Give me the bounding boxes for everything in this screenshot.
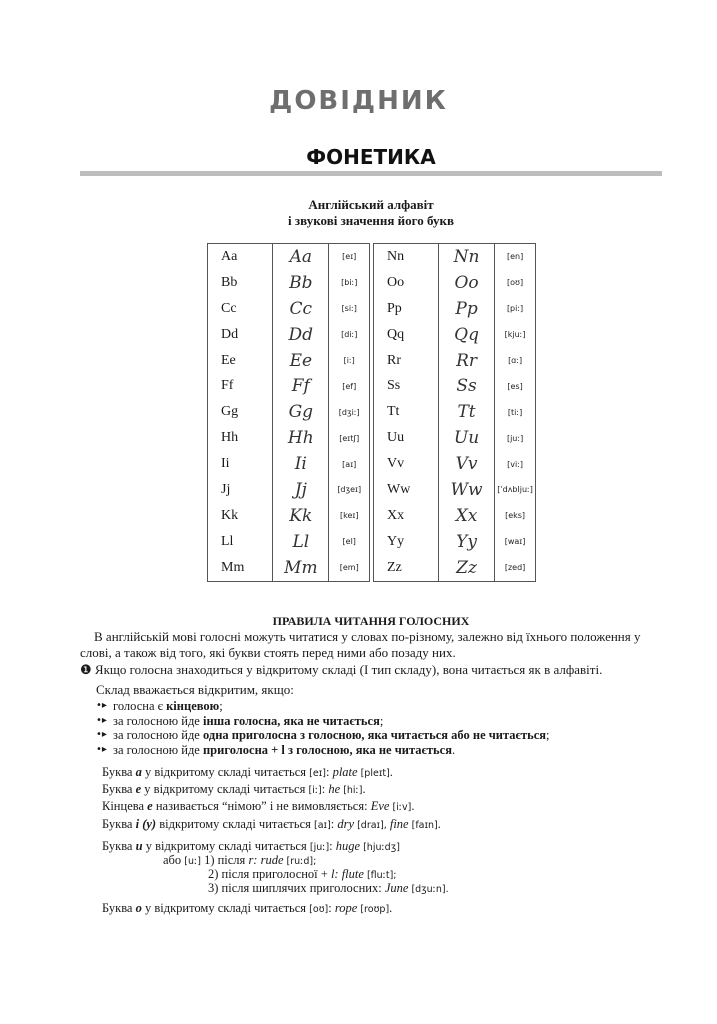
text-fragment: називається “німою” і не вимовляється: xyxy=(152,799,371,813)
text-fragment: [juː] xyxy=(309,842,330,853)
text-fragment: [fluːt]; xyxy=(363,870,397,881)
letter-pair: Kk xyxy=(208,503,273,529)
text-fragment: : xyxy=(329,839,336,853)
cursive-letters: Aa xyxy=(273,244,329,270)
letter-pair: Rr xyxy=(374,348,439,374)
alphabet-row xyxy=(374,270,536,296)
cursive-letters: Pp xyxy=(438,296,494,322)
text-fragment: o xyxy=(135,901,142,915)
condition-tail: ; xyxy=(219,699,223,713)
letter-pair: Jj xyxy=(208,477,273,503)
example-final-e xyxy=(102,798,414,816)
letter-sound: [iː] xyxy=(329,348,370,374)
rule-1 xyxy=(80,662,680,678)
text-fragment: [roʊp] xyxy=(357,904,390,915)
alphabet-row xyxy=(374,425,536,451)
condition-emphasis: одна приголосна з голосною, яка читається або не читається xyxy=(202,728,547,743)
letter-pair: Nn xyxy=(374,244,439,270)
text-fragment: у відкритому складі читається xyxy=(141,765,310,779)
text-fragment: [draɪ], xyxy=(354,820,390,831)
letter-sound: [diː] xyxy=(329,322,370,348)
text-fragment: a xyxy=(135,765,142,779)
text-fragment: u xyxy=(135,839,143,853)
alphabet-table-right xyxy=(373,243,536,582)
text-fragment: Буква xyxy=(102,901,136,915)
alphabet-row xyxy=(208,529,370,555)
text-fragment: [aɪ] xyxy=(314,820,331,831)
text-fragment: 3) після шиплячих приголосних: xyxy=(208,881,385,895)
letter-sound: [en] xyxy=(495,244,536,270)
letter-pair: Cc xyxy=(208,296,273,322)
letter-sound: [es] xyxy=(495,373,536,399)
text-fragment: [oʊ] xyxy=(309,904,329,915)
cursive-letters: Dd xyxy=(273,322,329,348)
text-fragment: fine xyxy=(389,817,409,831)
example-letter-a xyxy=(102,764,393,782)
text-fragment: [faɪn] xyxy=(408,820,438,831)
condition-tail: ; xyxy=(379,713,384,728)
cursive-letters: Vv xyxy=(438,451,494,477)
letter-sound: [piː] xyxy=(495,296,536,322)
letter-sound: [eks] xyxy=(495,503,536,529)
open-syllable-intro: Склад вважається відкритим, якщо: xyxy=(96,682,294,697)
bullet-mark: •▸ xyxy=(96,729,107,741)
letter-sound: [kjuː] xyxy=(495,322,536,348)
letter-pair: Pp xyxy=(374,296,439,322)
text-fragment: dry xyxy=(337,817,355,831)
text-fragment: відкритому складі читається xyxy=(156,817,315,831)
alphabet-row xyxy=(208,451,370,477)
letter-sound: [zed] xyxy=(495,555,536,581)
example-letter-i xyxy=(102,816,441,834)
text-fragment: e xyxy=(147,799,153,813)
alphabet-row xyxy=(208,296,370,322)
alphabet-row xyxy=(208,244,370,270)
alphabet-row xyxy=(208,555,370,581)
alphabet-row xyxy=(374,555,536,581)
example-letter-e xyxy=(102,781,366,799)
letter-sound: [em] xyxy=(329,555,370,581)
alphabet-row xyxy=(374,296,536,322)
letter-pair: Aa xyxy=(208,244,273,270)
text-fragment: e xyxy=(135,782,142,796)
text-fragment: plate xyxy=(332,765,358,779)
alphabet-row xyxy=(374,399,536,425)
letter-pair: Uu xyxy=(374,425,439,451)
condition-emphasis: кінцевою xyxy=(166,699,220,713)
rule-1-text: Якщо голосна знаходиться у відкритому складі (I тип складу), вона читається як в алфавіті. xyxy=(94,662,603,677)
letter-sound: [ef] xyxy=(329,373,370,399)
text-fragment: : xyxy=(328,901,335,915)
letter-sound: [tiː] xyxy=(495,399,536,425)
letter-sound: [dʒeɪ] xyxy=(329,477,370,503)
letter-sound: [eɪtʃ] xyxy=(329,425,370,451)
text-fragment: Eve xyxy=(370,799,390,813)
open-syllable-conditions xyxy=(96,699,550,757)
cursive-letters: Nn xyxy=(438,244,494,270)
text-fragment: [ruːd]; xyxy=(283,856,317,867)
letter-pair: Ii xyxy=(208,451,273,477)
text-fragment: у відкритому складі читається xyxy=(141,901,310,915)
cursive-letters: Oo xyxy=(438,270,494,296)
condition-emphasis: інша голосна, яка не читається xyxy=(202,713,380,728)
alphabet-row xyxy=(208,425,370,451)
rule-1-marker: ❶ xyxy=(80,662,92,677)
text-fragment: . xyxy=(362,782,366,796)
list-item xyxy=(96,714,550,729)
letter-pair: Ff xyxy=(208,373,273,399)
letter-pair: Xx xyxy=(374,503,439,529)
alphabet-row xyxy=(208,348,370,374)
text-fragment: : xyxy=(325,765,333,779)
condition-text: за голосною йде xyxy=(113,742,203,757)
text-fragment: : xyxy=(330,817,338,831)
list-item xyxy=(96,728,550,743)
cursive-letters: Mm xyxy=(273,555,329,581)
alphabet-row xyxy=(208,373,370,399)
bullet-mark: •▸ xyxy=(96,700,107,711)
letter-pair: Ee xyxy=(208,348,273,374)
letter-sound: [ɑː] xyxy=(495,348,536,374)
page-title: ДОВІДНИК xyxy=(269,86,448,116)
cursive-letters: Cc xyxy=(273,296,329,322)
list-item xyxy=(96,743,550,758)
text-fragment: 1) після xyxy=(200,853,249,867)
text-fragment: [iːv] xyxy=(389,802,412,813)
text-fragment: huge xyxy=(335,839,361,853)
text-fragment: у відкритому складі читається xyxy=(141,782,309,796)
letter-pair: Ll xyxy=(208,529,273,555)
rules-intro: В англійській мові голосні можуть читатися у словах по-різному, залежно від їхнього положення у слові, а також від того, які букви стоять перед ними або позаду них. xyxy=(80,629,641,660)
text-fragment: June xyxy=(384,881,409,895)
cursive-letters: Hh xyxy=(273,425,329,451)
cursive-letters: Qq xyxy=(438,322,494,348)
alphabet-row xyxy=(374,503,536,529)
letter-pair: Yy xyxy=(374,529,439,555)
text-fragment: у відкритому складі читається xyxy=(142,839,310,853)
alphabet-row xyxy=(208,503,370,529)
condition-text: за голосною йде xyxy=(113,713,203,728)
text-fragment: [hjuːdʒ] xyxy=(360,842,400,853)
alphabet-row xyxy=(374,477,536,503)
letter-pair: Gg xyxy=(208,399,273,425)
alphabet-row xyxy=(208,399,370,425)
letter-pair: Ww xyxy=(374,477,439,503)
text-fragment: [uː] xyxy=(184,856,201,867)
text-fragment: 2) після приголосної + xyxy=(208,867,331,881)
letter-pair: Bb xyxy=(208,270,273,296)
text-fragment: . xyxy=(411,799,415,813)
text-fragment: Буква xyxy=(102,839,136,853)
letter-sound: [dʒiː] xyxy=(329,399,370,425)
cursive-letters: Ll xyxy=(273,529,329,555)
text-fragment: [dʒuːn]. xyxy=(408,884,449,895)
text-fragment: . xyxy=(389,765,393,779)
text-fragment: [pleɪt] xyxy=(357,768,390,779)
alphabet-row xyxy=(374,451,536,477)
section-divider xyxy=(80,171,662,176)
cursive-letters: Zz xyxy=(438,555,494,581)
letter-pair: Mm xyxy=(208,555,273,581)
alphabet-row xyxy=(374,529,536,555)
alphabet-row xyxy=(374,348,536,374)
section-title: ФОНЕТИКА xyxy=(306,145,436,169)
bullet-mark: •▸ xyxy=(96,714,107,726)
cursive-letters: Xx xyxy=(438,503,494,529)
letter-sound: [ˈdʌbljuː] xyxy=(495,477,536,503)
alphabet-row xyxy=(208,270,370,296)
letter-sound: [aɪ] xyxy=(329,451,370,477)
letter-pair: Vv xyxy=(374,451,439,477)
condition-emphasis: з голосною, яка не читається xyxy=(284,742,452,757)
cursive-letters: Ii xyxy=(273,451,329,477)
cursive-letters: Yy xyxy=(438,529,494,555)
letter-sound: [waɪ] xyxy=(495,529,536,555)
alphabet-caption xyxy=(0,197,717,229)
cursive-letters: Ss xyxy=(438,373,494,399)
text-fragment: i (y) xyxy=(135,817,157,831)
condition-text: за голосною йде xyxy=(113,728,203,743)
text-fragment: : xyxy=(321,782,329,796)
letter-pair: Ss xyxy=(374,373,439,399)
alphabet-table-left xyxy=(207,243,370,582)
letter-pair: Hh xyxy=(208,425,273,451)
cursive-letters: Uu xyxy=(438,425,494,451)
cursive-letters: Gg xyxy=(273,399,329,425)
cursive-letters: Rr xyxy=(438,348,494,374)
letter-sound: [oʊ] xyxy=(495,270,536,296)
text-fragment: . xyxy=(389,901,393,915)
condition-tail: ; xyxy=(546,728,550,743)
text-fragment: Буква xyxy=(102,817,136,831)
letter-sound: [biː] xyxy=(329,270,370,296)
text-fragment: [eɪ] xyxy=(309,768,326,779)
condition-emphasis: приголосна + l xyxy=(202,742,285,757)
cursive-letters: Ww xyxy=(438,477,494,503)
text-fragment: rope xyxy=(334,901,358,915)
letter-sound: [keɪ] xyxy=(329,503,370,529)
letter-sound: [viː] xyxy=(495,451,536,477)
text-fragment: [iː] xyxy=(308,785,322,796)
text-fragment: . xyxy=(437,817,441,831)
example-u-case-3 xyxy=(208,880,449,898)
alphabet-row xyxy=(208,322,370,348)
text-fragment: r: rude xyxy=(248,853,284,867)
cursive-letters: Ee xyxy=(273,348,329,374)
alphabet-row xyxy=(374,373,536,399)
example-letter-o xyxy=(102,900,392,918)
text-fragment: Буква xyxy=(102,782,136,796)
letter-pair: Oo xyxy=(374,270,439,296)
letter-pair: Zz xyxy=(374,555,439,581)
list-item xyxy=(96,699,550,714)
alphabet-row xyxy=(374,322,536,348)
rules-heading: ПРАВИЛА ЧИТАННЯ ГОЛОСНИХ xyxy=(272,614,470,628)
text-fragment: l: flute xyxy=(330,867,364,881)
cursive-letters: Ff xyxy=(273,373,329,399)
alphabet-row xyxy=(208,477,370,503)
condition-tail: . xyxy=(451,742,456,757)
text-fragment: Кінцева xyxy=(102,799,148,813)
alphabet-caption-line2: і звукові значення його букв xyxy=(288,213,454,228)
letter-sound: [juː] xyxy=(495,425,536,451)
text-fragment: he xyxy=(328,782,341,796)
letter-sound: [el] xyxy=(329,529,370,555)
letter-sound: [eɪ] xyxy=(329,244,370,270)
letter-pair: Tt xyxy=(374,399,439,425)
cursive-letters: Bb xyxy=(273,270,329,296)
text-fragment: або xyxy=(163,853,185,867)
cursive-letters: Kk xyxy=(273,503,329,529)
condition-text: голосна є xyxy=(113,699,167,713)
alphabet-caption-line1: Англійський алфавіт xyxy=(308,197,434,212)
text-fragment: [hiː] xyxy=(340,785,363,796)
cursive-letters: Tt xyxy=(438,399,494,425)
text-fragment: Буква xyxy=(102,765,136,779)
bullet-mark: •▸ xyxy=(96,743,107,755)
letter-pair: Dd xyxy=(208,322,273,348)
letter-pair: Qq xyxy=(374,322,439,348)
cursive-letters: Jj xyxy=(273,477,329,503)
letter-sound: [siː] xyxy=(329,296,370,322)
alphabet-row xyxy=(374,244,536,270)
